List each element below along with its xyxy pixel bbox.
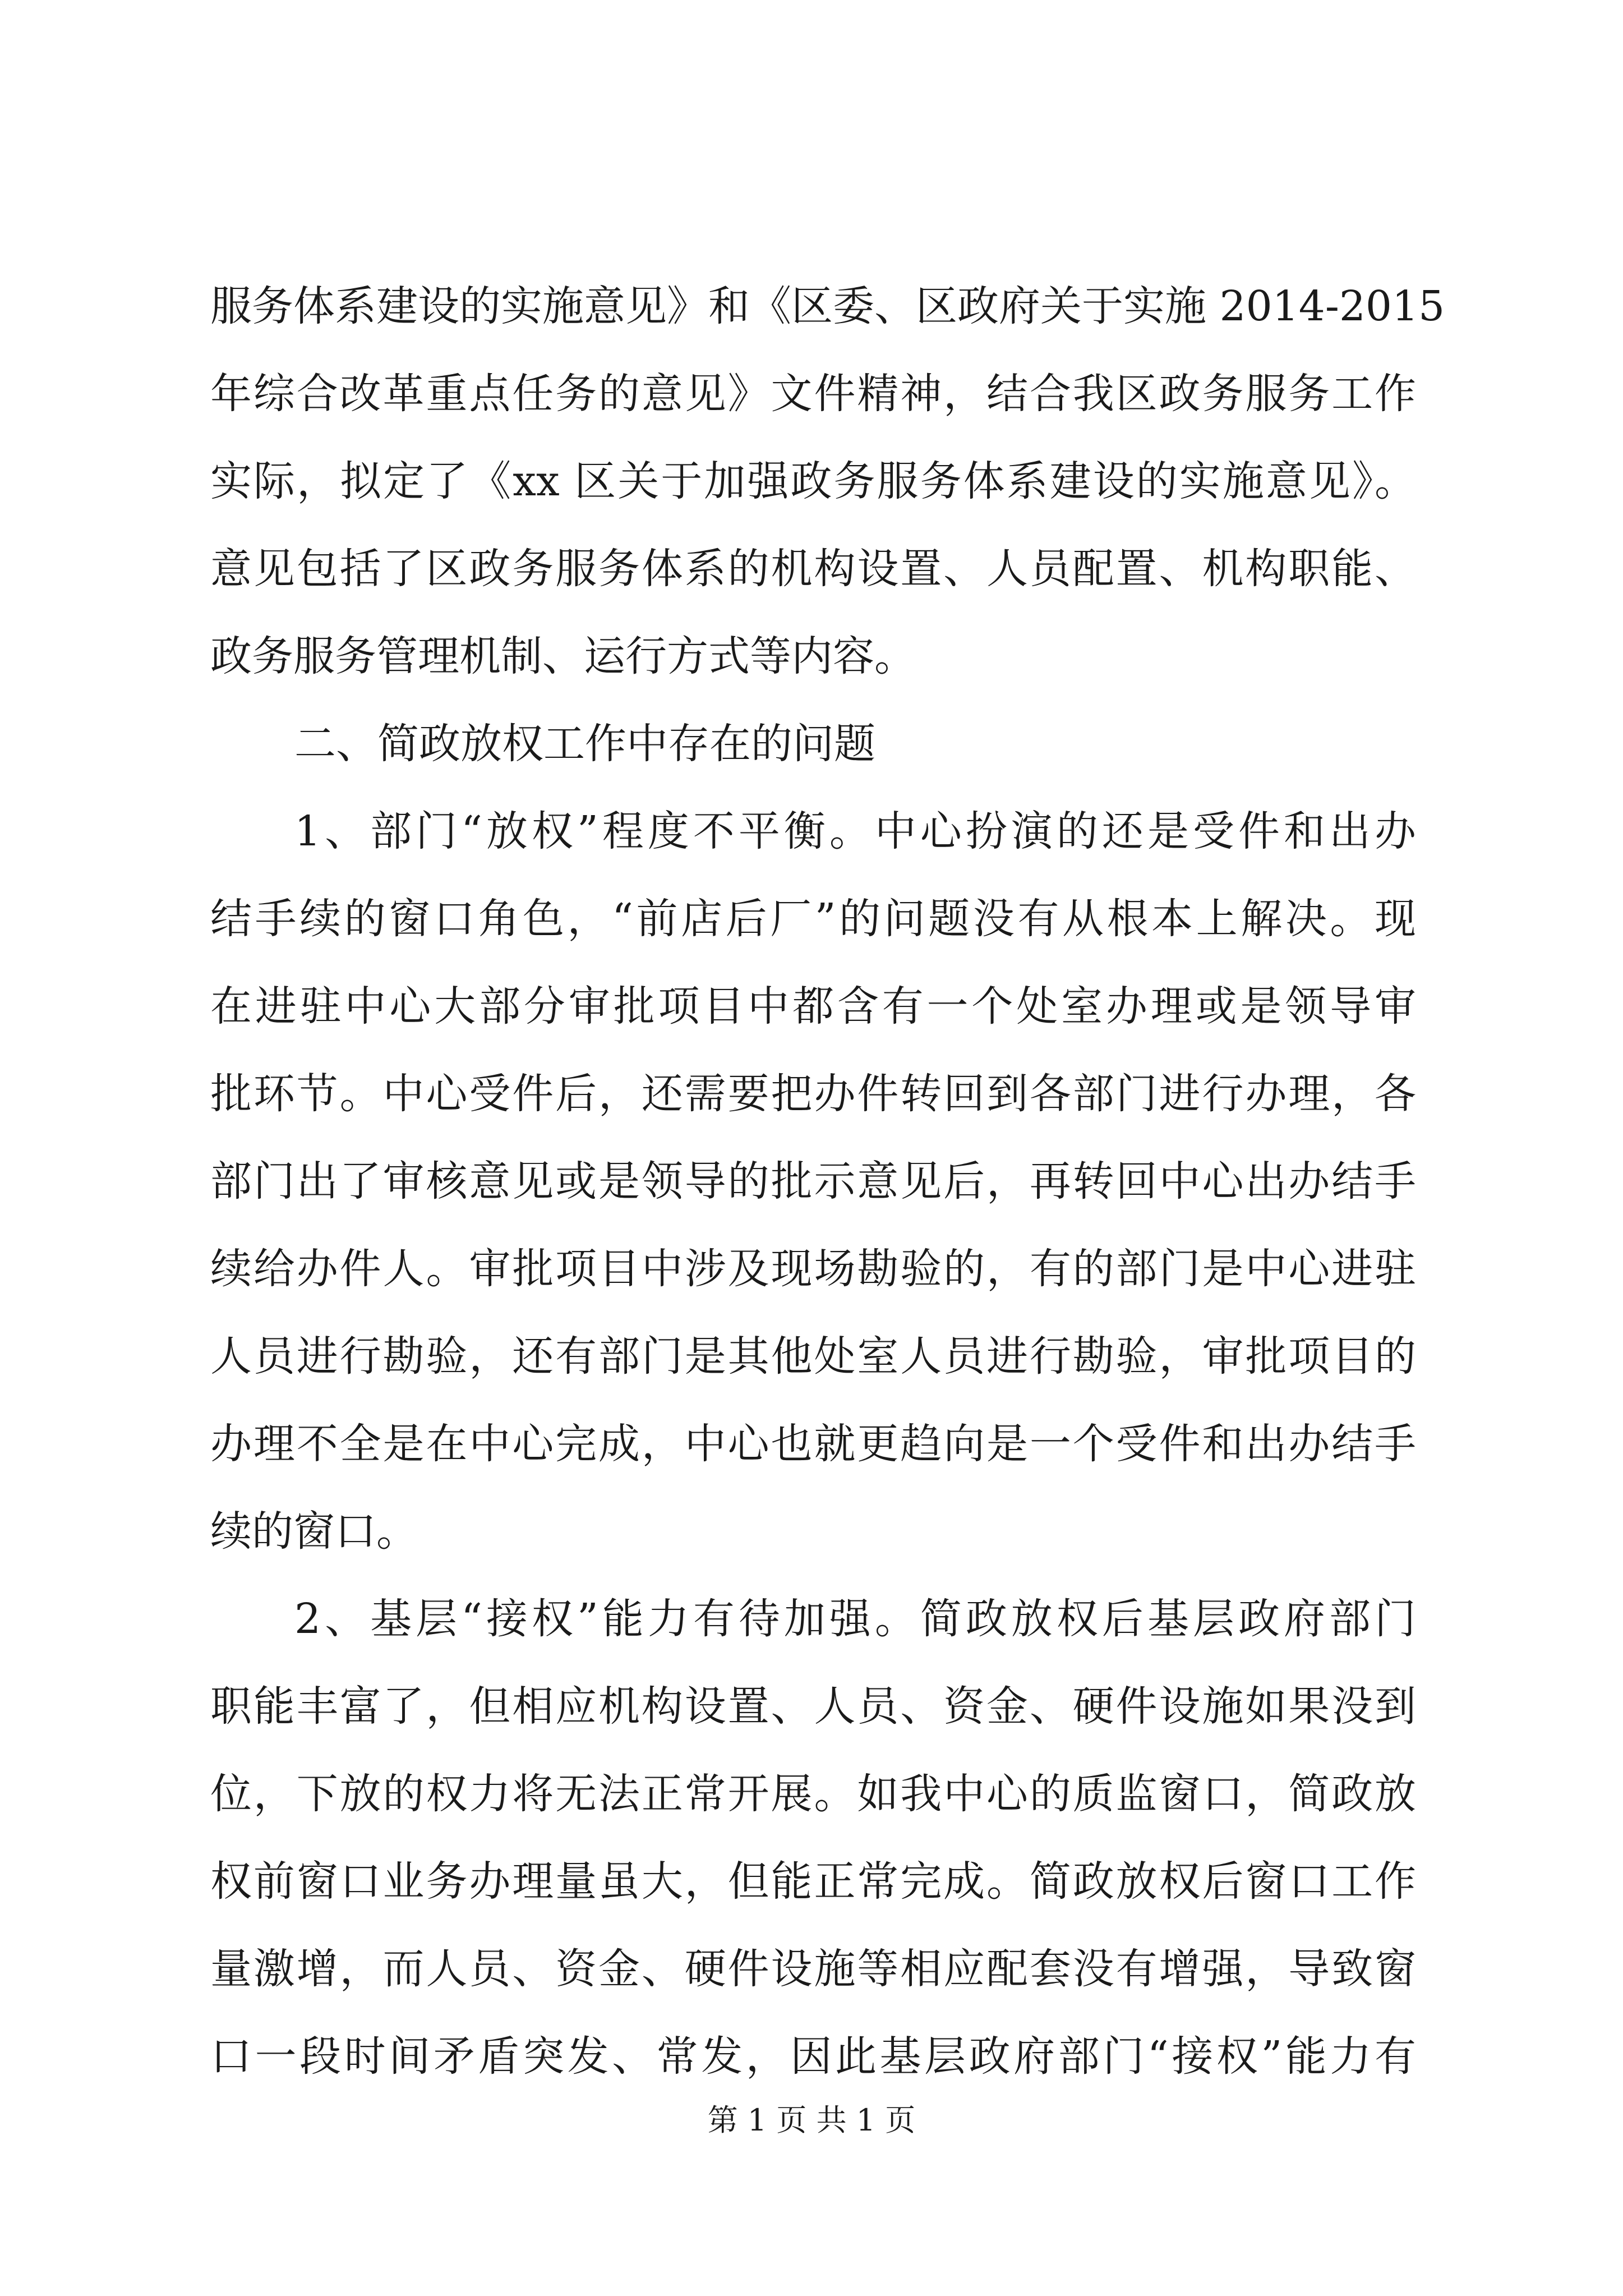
text-line: 在进驻中心大部分审批项目中都含有一个处室办理或是领导审 xyxy=(210,982,1416,1030)
text-line: 人员进行勘验，还有部门是其他处室人员进行勘验，审批项目的 xyxy=(210,1332,1416,1381)
text-line: 年综合改革重点任务的意见》文件精神，结合我区政务服务工作 xyxy=(210,370,1416,418)
document-body xyxy=(210,263,1445,2100)
text-line: 部门出了审核意见或是领导的批示意见后，再转回中心出办结手 xyxy=(210,1157,1416,1205)
text-line: 办理不全是在中心完成，中心也就更趋向是一个受件和出办结手 xyxy=(210,1420,1416,1468)
text-line: 2、基层“接权”能力有待加强。简政放权后基层政府部门 xyxy=(294,1595,1416,1643)
text-line: 1、部门“放权”程度不平衡。中心扮演的还是受件和出办 xyxy=(294,807,1416,855)
text-line: 职能丰富了，但相应机构设置、人员、资金、硬件设施如果没到 xyxy=(210,1682,1416,1731)
text-line: 服务体系建设的实施意见》和《区委、区政府关于实施 2014-2015 xyxy=(210,282,1445,330)
text-line: 续给办件人。审批项目中涉及现场勘验的，有的部门是中心进驻 xyxy=(210,1245,1416,1293)
text-line: 位，下放的权力将无法正常开展。如我中心的质监窗口，简政放 xyxy=(210,1770,1416,1818)
text-line: 量激增，而人员、资金、硬件设施等相应配套没有增强，导致窗 xyxy=(210,1945,1416,1993)
text-line: 续的窗口。 xyxy=(210,1507,418,1556)
text-line: 政务服务管理机制、运行方式等内容。 xyxy=(210,632,916,680)
text-line: 口一段时间矛盾突发、常发，因此基层政府部门“接权”能力有 xyxy=(210,2032,1416,2081)
section-heading: 二、简政放权工作中存在的问题 xyxy=(294,720,875,768)
page-footer: 第 1 页 共 1 页 xyxy=(707,2102,916,2138)
text-line: 权前窗口业务办理量虽大，但能正常完成。简政放权后窗口工作 xyxy=(210,1857,1416,1906)
text-line: 批环节。中心受件后，还需要把办件转回到各部门进行办理，各 xyxy=(210,1070,1416,1118)
text-line: 实际，拟定了《xx 区关于加强政务服务体系建设的实施意见》。 xyxy=(210,457,1416,505)
text-line: 意见包括了区政务服务体系的机构设置、人员配置、机构职能、 xyxy=(210,545,1416,593)
text-line: 结手续的窗口角色，“前店后厂”的问题没有从根本上解决。现 xyxy=(210,895,1416,943)
